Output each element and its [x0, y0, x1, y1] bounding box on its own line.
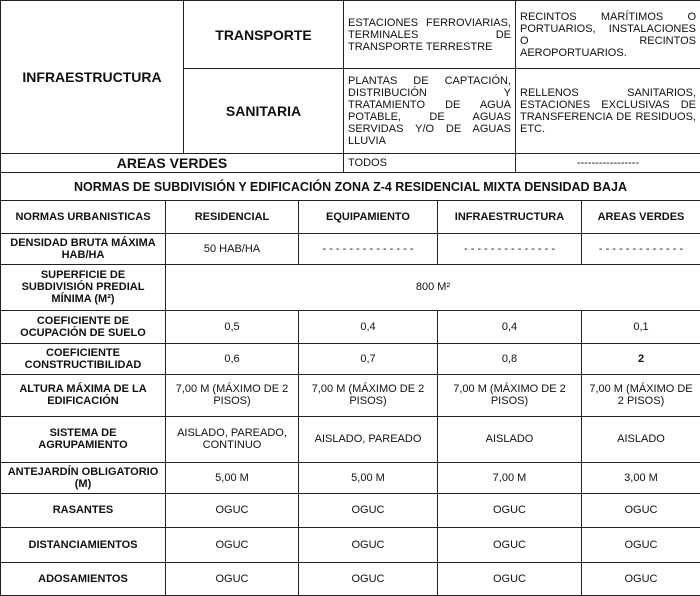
table-row: [1, 310, 700, 343]
cell: 0,4: [299, 310, 438, 343]
cell: OGUC: [582, 562, 700, 595]
row-label: ALTURA MÁXIMA DE LA EDIFICACIÓN: [1, 374, 166, 416]
areas-verdes-prohibited: -----------------: [516, 154, 700, 173]
cell: OGUC: [299, 527, 438, 562]
table-row: [1, 416, 700, 462]
table-row: [1, 462, 700, 493]
areas-verdes-label: AREAS VERDES: [1, 154, 344, 173]
cell: - - - - - - - - - - - - - -: [438, 233, 582, 264]
cell: OGUC: [438, 562, 582, 595]
cell: 3,00 M: [582, 462, 700, 493]
cell: 50 HAB/HA: [166, 233, 299, 264]
table-row: [1, 233, 700, 264]
row-label: ADOSAMIENTOS: [1, 562, 166, 595]
cell: OGUC: [166, 562, 299, 595]
cell: 0,8: [438, 343, 582, 374]
header-row: [1, 200, 700, 233]
row-label: COEFICIENTE CONSTRUCTIBILIDAD: [1, 343, 166, 374]
cell: 7,00 M (MÁXIMO DE 2 PISOS): [166, 374, 299, 416]
row-label: DENSIDAD BRUTA MÁXIMA HAB/HA: [1, 233, 166, 264]
transporte-label: TRANSPORTE: [184, 1, 344, 69]
cell: 2: [582, 343, 700, 374]
header-cell: RESIDENCIAL: [166, 200, 299, 233]
table-row: [1, 343, 700, 374]
cell: 0,1: [582, 310, 700, 343]
cell: OGUC: [299, 562, 438, 595]
uses-table: [0, 0, 700, 201]
cell: 5,00 M: [299, 462, 438, 493]
cell: OGUC: [582, 527, 700, 562]
row-label: RASANTES: [1, 493, 166, 527]
infra-label: INFRAESTRUCTURA: [1, 1, 184, 154]
uses-row-areas-verdes: [1, 154, 700, 173]
cell: OGUC: [438, 493, 582, 527]
row-label: DISTANCIAMIENTOS: [1, 527, 166, 562]
table-row: [1, 562, 700, 595]
cell: 7,00 M (MÁXIMO DE 2 PISOS): [582, 374, 700, 416]
row-label: ANTEJARDÍN OBLIGATORIO (M): [1, 462, 166, 493]
cell: AISLADO, PAREADO, CONTINUO: [166, 416, 299, 462]
table-row: [1, 493, 700, 527]
header-cell: EQUIPAMIENTO: [299, 200, 438, 233]
row-label: COEFICIENTE DE OCUPACIÓN DE SUELO: [1, 310, 166, 343]
cell: OGUC: [166, 493, 299, 527]
cell: 0,4: [438, 310, 582, 343]
header-cell: INFRAESTRUCTURA: [438, 200, 582, 233]
cell: - - - - - - - - - - - - - -: [299, 233, 438, 264]
table-row: [1, 527, 700, 562]
cell: OGUC: [438, 527, 582, 562]
transporte-prohibited: RECINTOS MARÍTIMOS O PORTUARIOS, INSTALACIONES O RECINTOS AEROPORTUARIOS.: [516, 1, 700, 69]
cell: - - - - - - - - - - - - -: [582, 233, 700, 264]
norms-table: [0, 200, 700, 596]
transporte-permitted: ESTACIONES FERROVIARIAS, TERMINALES DE TRANSPORTE TERRESTRE: [344, 1, 516, 69]
title-row: [1, 173, 700, 201]
sanitaria-prohibited: RELLENOS SANITARIOS, ESTACIONES EXCLUSIVAS DE TRANSFERENCIA DE RESIDUOS, ETC.: [516, 69, 700, 154]
table-row: [1, 374, 700, 416]
row-label: SISTEMA DE AGRUPAMIENTO: [1, 416, 166, 462]
cell: OGUC: [582, 493, 700, 527]
areas-verdes-permitted: TODOS: [344, 154, 516, 173]
cell: AISLADO: [582, 416, 700, 462]
cell: 7,00 M (MÁXIMO DE 2 PISOS): [299, 374, 438, 416]
cell: 7,00 M (MÁXIMO DE 2 PISOS): [438, 374, 582, 416]
cell: 0,6: [166, 343, 299, 374]
section-title: NORMAS DE SUBDIVISIÓN Y EDIFICACIÓN ZONA Z-4 RESIDENCIAL MIXTA DENSIDAD BAJA: [1, 173, 700, 201]
cell: OGUC: [299, 493, 438, 527]
cell: 0,7: [299, 343, 438, 374]
row-label: SUPERFICIE DE SUBDIVISIÓN PREDIAL MÍNIMA (M²): [1, 264, 166, 310]
sanitaria-label: SANITARIA: [184, 69, 344, 154]
cell: AISLADO: [438, 416, 582, 462]
cell: AISLADO, PAREADO: [299, 416, 438, 462]
merged-cell: 800 M²: [166, 264, 700, 310]
header-cell: AREAS VERDES: [582, 200, 700, 233]
sanitaria-permitted: PLANTAS DE CAPTACIÓN, DISTRIBUCIÓN Y TRATAMIENTO DE AGUA POTABLE, DE AGUAS SERVIDAS Y/O DE AGUAS LLUVIA: [344, 69, 516, 154]
uses-row-transporte: [1, 1, 700, 69]
cell: 7,00 M: [438, 462, 582, 493]
cell: 5,00 M: [166, 462, 299, 493]
table-row: [1, 264, 700, 310]
cell: 0,5: [166, 310, 299, 343]
cell: OGUC: [166, 527, 299, 562]
header-cell: NORMAS URBANISTICAS: [1, 200, 166, 233]
